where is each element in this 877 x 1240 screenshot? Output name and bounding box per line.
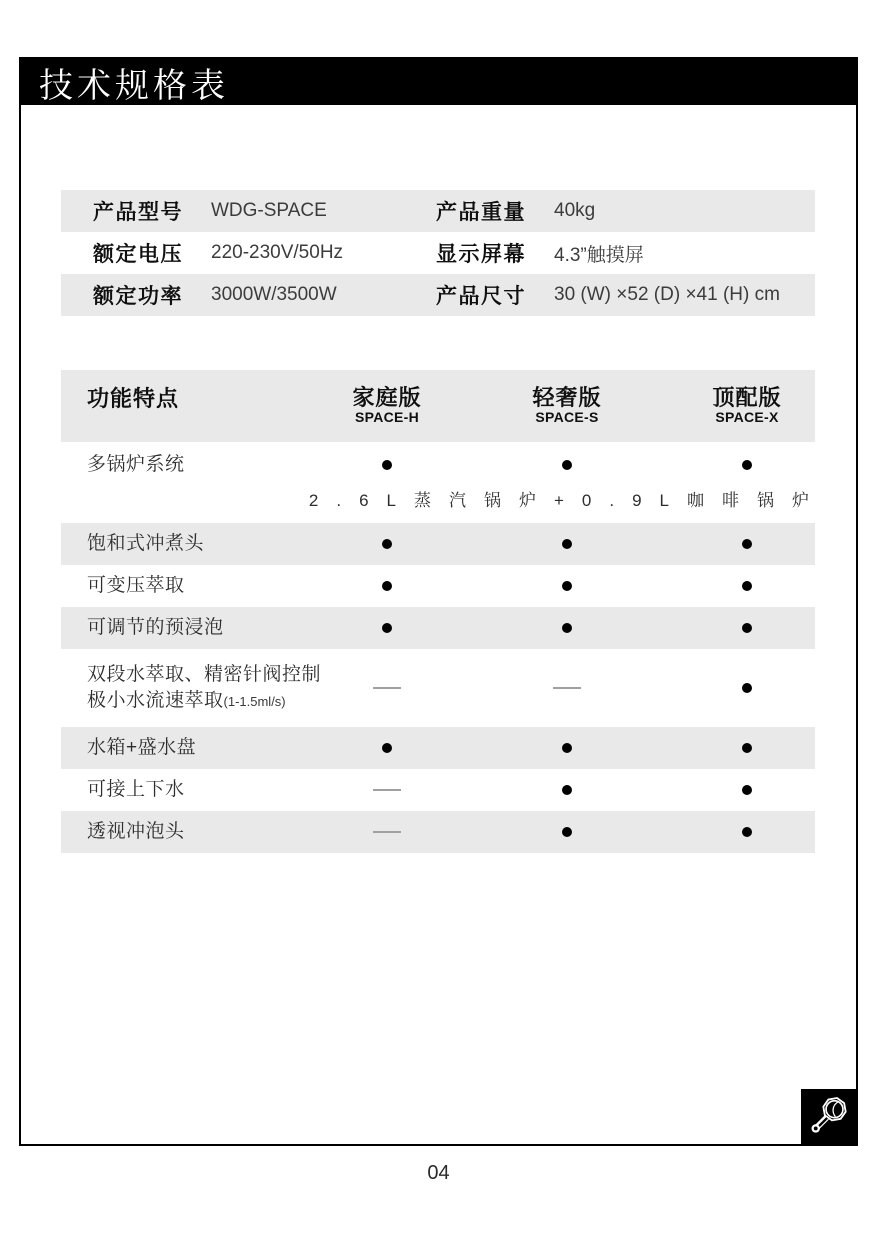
spec-value: 4.3”触摸屏 [554, 244, 644, 266]
feature-value-cell [477, 811, 657, 853]
spec-table [61, 190, 815, 316]
included-dot-icon [742, 539, 752, 549]
feature-value-cell [477, 649, 657, 727]
feature-name: 透视冲泡头 [87, 820, 185, 842]
feature-name: 可调节的预浸泡 [87, 616, 224, 638]
feature-column-title: 功能特点 [87, 385, 180, 411]
spec-value: 3000W/3500W [211, 284, 337, 305]
page-number: 04 [427, 1162, 450, 1184]
feature-value-cell [657, 565, 837, 607]
feature-value-cell [297, 565, 477, 607]
feature-value-cell [297, 811, 477, 853]
feature-comparison-table [61, 370, 827, 853]
not-included-dash-icon [373, 687, 401, 689]
title-band [21, 59, 856, 105]
included-dot-icon [562, 743, 572, 753]
version-name: 顶配版 [712, 384, 782, 410]
included-dot-icon [562, 539, 572, 549]
included-dot-icon [742, 683, 752, 693]
spec-label: 额定功率 [93, 285, 183, 308]
spec-row [61, 190, 815, 232]
included-dot-icon [562, 581, 572, 591]
feature-table-header [61, 370, 815, 442]
version-code: SPACE-X [715, 409, 779, 426]
included-dot-icon [742, 743, 752, 753]
feature-value-cell [477, 727, 657, 769]
included-dot-icon [742, 827, 752, 837]
feature-value-cell [297, 452, 477, 478]
version-name: 轻奢版 [532, 384, 602, 410]
included-dot-icon [382, 539, 392, 549]
feature-value-cell [477, 607, 657, 649]
spec-value: 40kg [554, 200, 596, 221]
feature-name-line1: 双段水萃取、精密针阀控制 [87, 664, 322, 685]
feature-row [61, 649, 815, 727]
feature-value-cell [477, 452, 657, 478]
spec-row [61, 232, 815, 274]
feature-value-cell [657, 769, 837, 811]
boiler-spec-note: 2.6L蒸汽锅炉+0.9L咖啡锅炉 [308, 490, 827, 510]
included-dot-icon [742, 460, 752, 470]
feature-value-cell [657, 452, 837, 478]
spec-label: 产品重量 [436, 201, 526, 224]
spec-value: 220-230V/50Hz [211, 242, 344, 263]
feature-value-cell [297, 607, 477, 649]
feature-value-cell [477, 769, 657, 811]
feature-value-cell [297, 649, 477, 727]
included-dot-icon [562, 827, 572, 837]
not-included-dash-icon [553, 687, 581, 689]
feature-name: 饱和式冲煮头 [87, 532, 205, 554]
spec-label: 产品型号 [93, 201, 183, 224]
spec-label: 额定电压 [93, 243, 183, 266]
feature-row [61, 607, 815, 649]
feature-name: 多锅炉系统 [87, 454, 185, 475]
included-dot-icon [382, 460, 392, 470]
included-dot-icon [742, 785, 752, 795]
feature-value-cell [297, 769, 477, 811]
feature-row [61, 727, 815, 769]
not-included-dash-icon [373, 789, 401, 791]
feature-value-cell [657, 727, 837, 769]
spec-label: 产品尺寸 [436, 285, 526, 308]
feature-name [87, 662, 322, 713]
included-dot-icon [742, 623, 752, 633]
version-name: 家庭版 [352, 384, 422, 410]
included-dot-icon [562, 623, 572, 633]
feature-name: 水箱+盛水盘 [87, 736, 197, 758]
feature-name-line2: 极小水流速萃取 [87, 689, 224, 711]
included-dot-icon [562, 460, 572, 470]
feature-row [61, 565, 815, 607]
version-column-header [477, 386, 657, 426]
feature-value-cell [657, 607, 837, 649]
included-dot-icon [382, 581, 392, 591]
page-title: 技术规格表 [39, 66, 229, 105]
version-code: SPACE-S [535, 409, 599, 426]
feature-value-cell [297, 523, 477, 565]
feature-value-cell [657, 811, 837, 853]
feature-value-cell [657, 649, 837, 727]
spec-row [61, 274, 815, 316]
feature-value-cell [657, 523, 837, 565]
feature-row [61, 442, 827, 523]
feature-row [61, 769, 815, 811]
feature-value-cell [477, 523, 657, 565]
feature-row [61, 523, 815, 565]
spec-value: WDG-SPACE [211, 200, 327, 221]
spec-sheet-page [19, 57, 858, 1146]
portafilter-icon [807, 1095, 851, 1139]
page-content [21, 190, 856, 853]
feature-value-cell [477, 565, 657, 607]
not-included-dash-icon [373, 831, 401, 833]
version-column-header [657, 386, 837, 426]
included-dot-icon [382, 623, 392, 633]
included-dot-icon [742, 581, 752, 591]
spec-label: 显示屏幕 [436, 243, 526, 266]
version-column-header [297, 386, 477, 426]
included-dot-icon [382, 743, 392, 753]
feature-row [61, 811, 815, 853]
feature-name: 可变压萃取 [87, 574, 185, 596]
version-code: SPACE-H [354, 409, 420, 426]
included-dot-icon [562, 785, 572, 795]
feature-name-footnote: (1-1.5ml/s) [223, 693, 286, 709]
feature-value-cell [297, 727, 477, 769]
spec-value: 30 (W) ×52 (D) ×41 (H) cm [554, 284, 780, 305]
corner-icon-box [801, 1089, 856, 1144]
feature-name: 可接上下水 [87, 778, 185, 800]
